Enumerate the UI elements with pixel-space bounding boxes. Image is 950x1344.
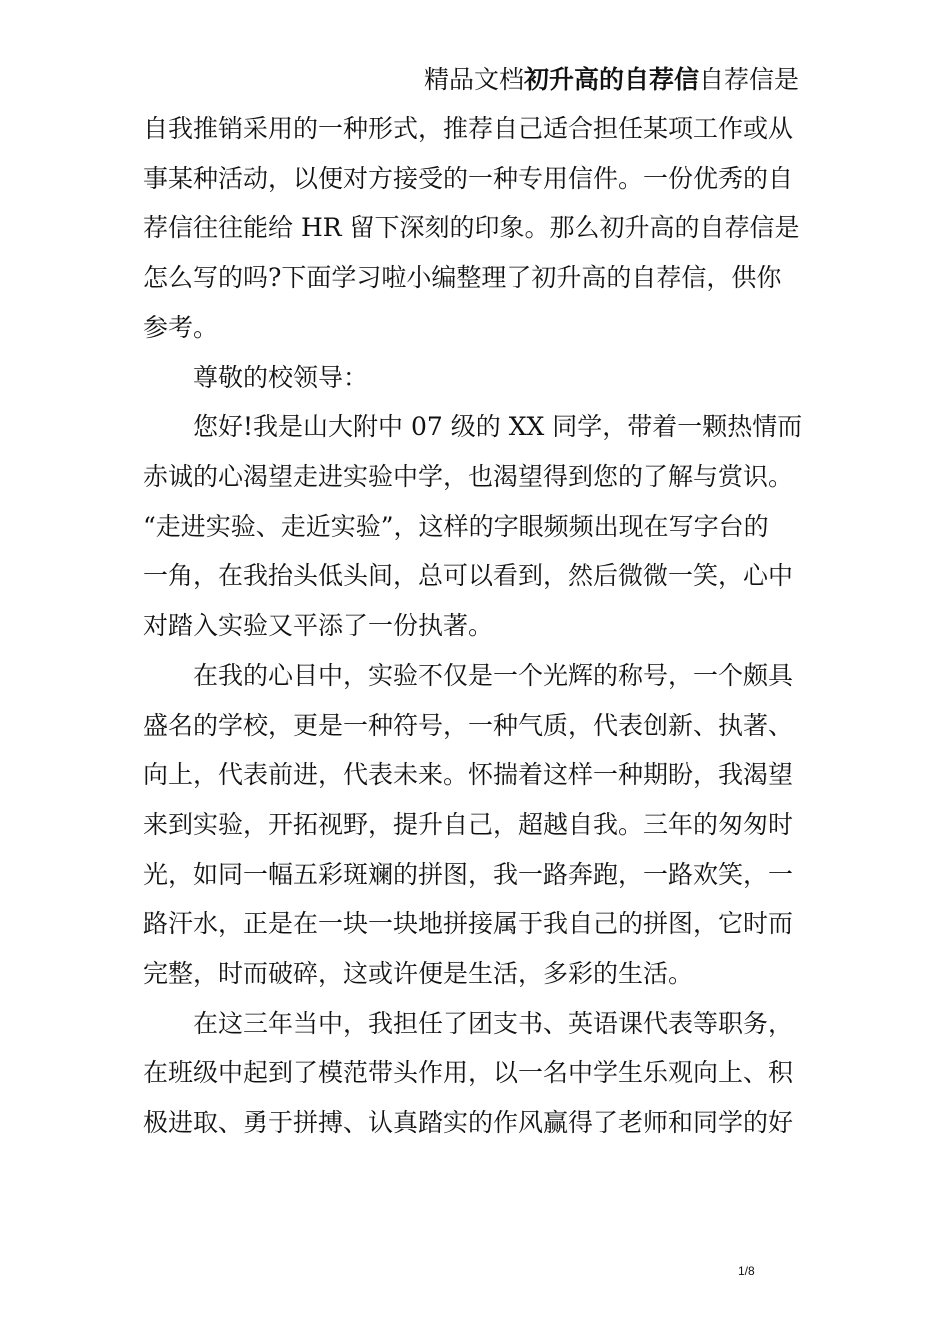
body-line: “走进实验、走近实验”，这样的字眼频频出现在写字台的 [143,512,769,541]
body-line: 完整，时而破碎，这或许便是生活，多彩的生活。 [143,959,694,988]
body-line: 在班级中起到了模范带头作用，以一名中学生乐观向上、积 [143,1058,794,1087]
body-line: 自我推销采用的一种形式，推荐自己适合担任某项工作或从 [143,114,794,143]
document-title: 初升高的自荐信 [524,65,700,94]
body-line: 对踏入实验又平添了一份执著。 [143,611,494,640]
body-line: 怎么写的吗?下面学习啦小编整理了初升高的自荐信，供你 [143,263,782,292]
body-line: 光，如同一幅五彩斑斓的拼图，我一路奔跑，一路欢笑，一 [143,860,794,889]
body-line: 您好!我是山大附中 07 级的 XX 同学，带着一颗热情而 [143,412,803,441]
body-line: 赤诚的心渴望走进实验中学，也渴望得到您的了解与赏识。 [143,462,794,491]
body-line: 在这三年当中，我担任了团支书、英语课代表等职务， [143,1009,794,1038]
body-line: 极进取、勇于拼搏、认真踏实的作风赢得了老师和同学的好 [143,1108,794,1137]
body-line: 参考。 [143,313,219,342]
header-suffix: 自荐信是 [699,65,800,94]
page-header [424,60,799,100]
body-line: 荐信往往能给 HR 留下深刻的印象。那么初升高的自荐信是 [143,213,800,242]
page-number: 1/8 [738,1264,755,1278]
body-line: 盛名的学校，更是一种符号，一种气质，代表创新、执著、 [143,711,794,740]
body-line: 路汗水，正是在一块一块地拼接属于我自己的拼图，它时而 [143,909,794,938]
salutation: 尊敬的校领导： [143,363,369,392]
body-line: 一角，在我抬头低头间，总可以看到，然后微微一笑，心中 [143,561,794,590]
body-line: 来到实验，开拓视野，提升自己，超越自我。三年的匆匆时 [143,810,794,839]
body-line: 在我的心目中，实验不仅是一个光辉的称号，一个颇具 [143,661,794,690]
body-line: 事某种活动，以便对方接受的一种专用信件。一份优秀的自 [143,164,794,193]
body-line: 向上，代表前进，代表未来。怀揣着这样一种期盼，我渴望 [143,760,794,789]
header-prefix: 精品文档 [424,65,525,94]
